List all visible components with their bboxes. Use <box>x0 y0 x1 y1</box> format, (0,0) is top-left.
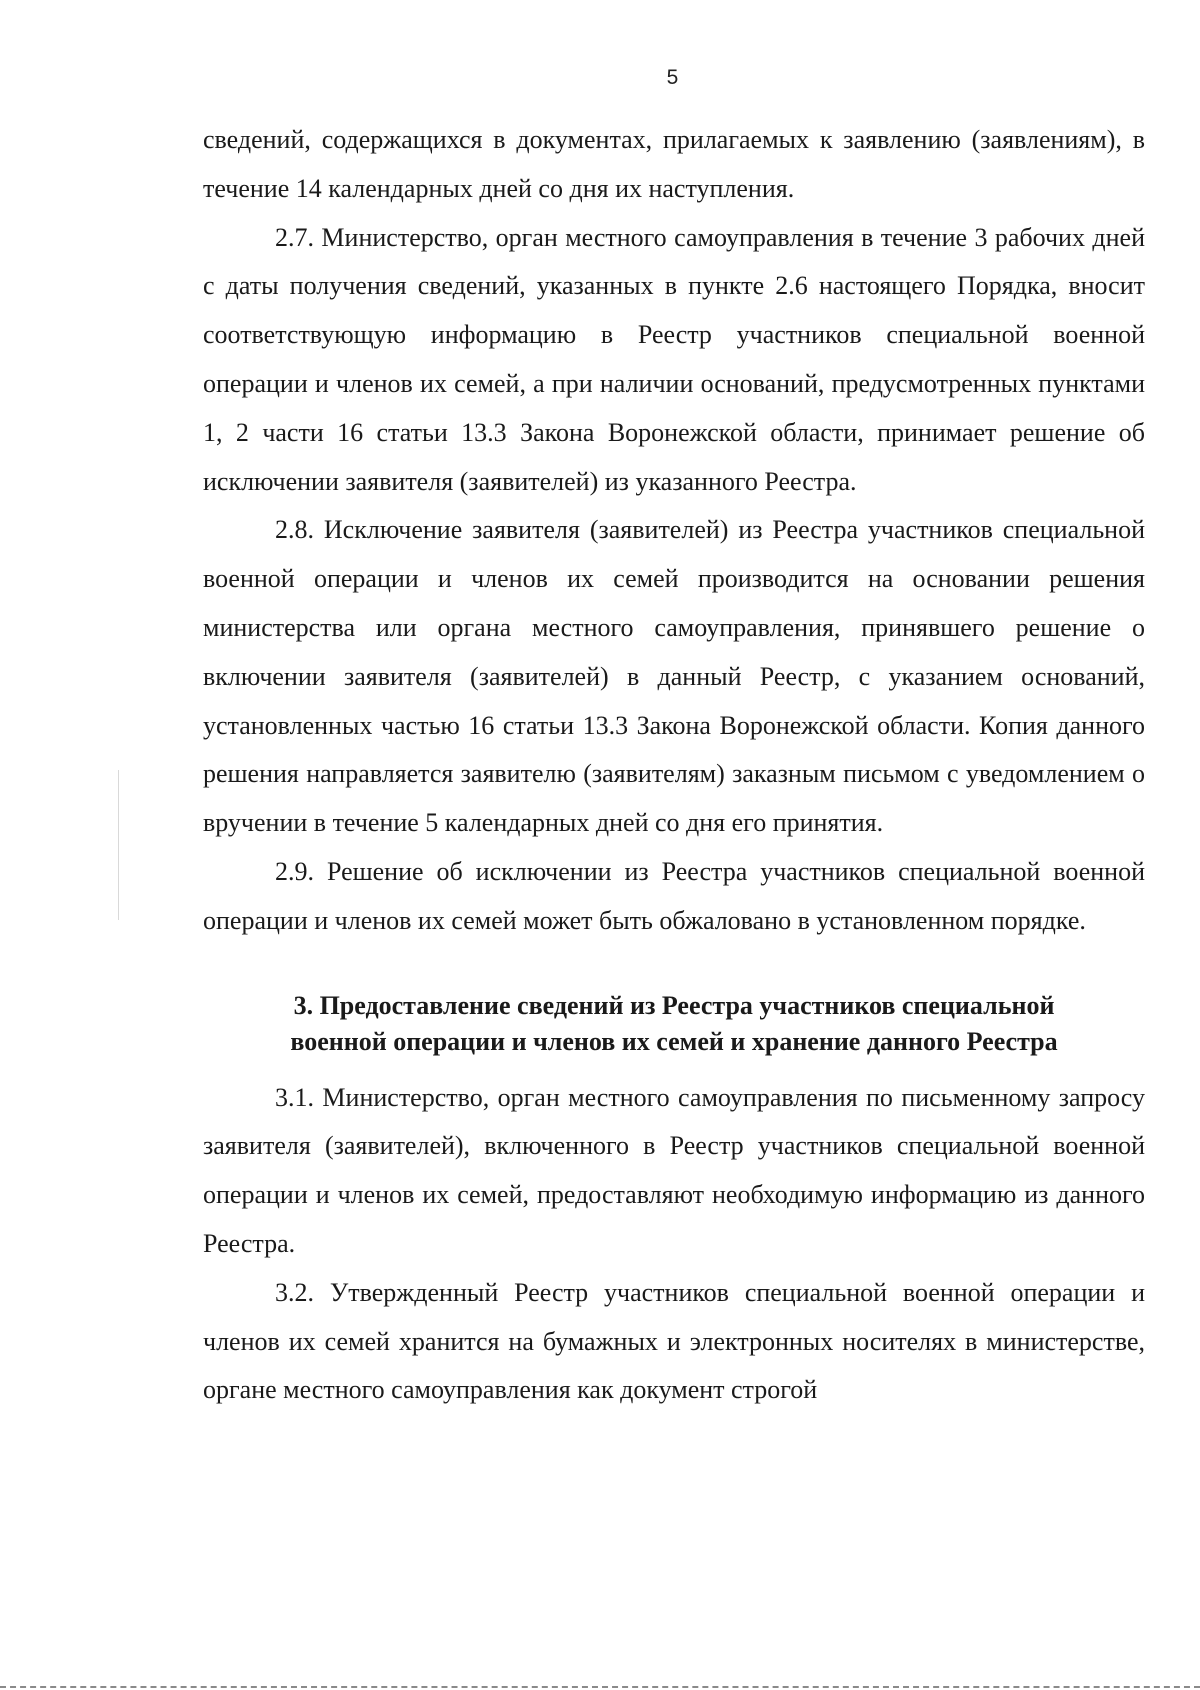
paragraph-2-9: 2.9. Решение об исключении из Реестра участников специальной военной операции и членов их семей может быть обжаловано в установленном порядке. <box>203 856 1145 935</box>
section-heading-line-1: 3. Предоставление сведений из Реестра участников специальной <box>293 990 1055 1020</box>
paragraph-2-7: 2.7. Министерство, орган местного самоуправления в течение 3 рабочих дней с даты получения сведений, указанных в пункте 2.6 настоящего Порядка, вносит соответствующую информацию в Реестр участников специальной военной операции и членов их семей, а при наличии оснований, предусмотренных пунктами 1, 2 части 16 статьи 13.3 Закона Воронежской области, принимает решение об исключении заявителя (заявителей) из указанного Реестра. <box>203 222 1145 496</box>
section-heading-line-2: военной операции и членов их семей и хранение данного Реестра <box>290 1026 1058 1056</box>
page-bottom-edge <box>0 1686 1200 1688</box>
paragraph-2-8: 2.8. Исключение заявителя (заявителей) из Реестра участников специальной военной операции и членов их семей производится на основании решения министерства или органа местного самоуправления, принявшего решение о включении заявителя (заявителей) в данный Реестр, с указанием оснований, установленных частью 16 статьи 13.3 Закона Воронежской области. Копия данного решения направляется заявителю (заявителям) заказным письмом с уведомлением о вручении в течение 5 календарных дней со дня его принятия. <box>203 515 1145 838</box>
page-number: 5 <box>666 66 679 89</box>
paragraph-3-2: 3.2. Утвержденный Реестр участников специальной военной операции и членов их семей хранится на бумажных и электронных носителях в министерстве, органе местного самоуправления как документ строгой <box>203 1277 1145 1405</box>
paragraph-3-1: 3.1. Министерство, орган местного самоуправления по письменному запросу заявителя (заявителей), включенного в Реестр участников специальной военной операции и членов их семей, предоставляют необходимую информацию из данного Реестра. <box>203 1082 1145 1258</box>
document-body <box>203 116 1145 1415</box>
scan-artifact-mark <box>118 770 119 920</box>
section-heading <box>203 988 1145 1060</box>
paragraph-continuation: сведений, содержащихся в документах, прилагаемых к заявлению (заявлениям), в течение 14 календарных дней со дня их наступления. <box>203 125 1145 203</box>
